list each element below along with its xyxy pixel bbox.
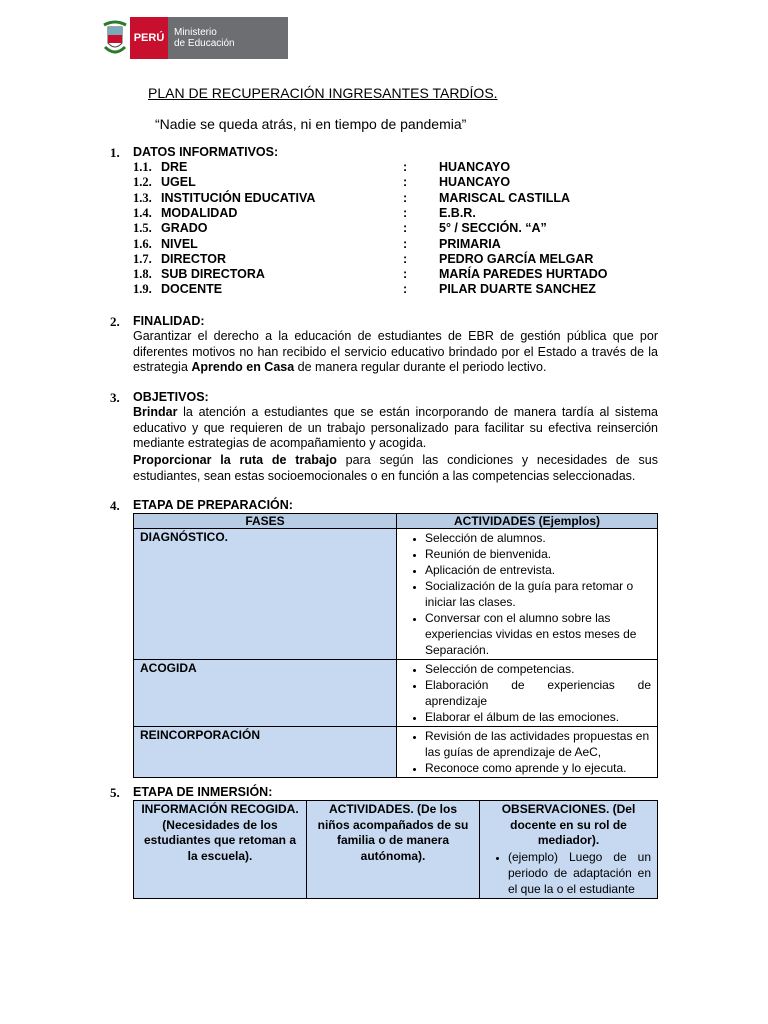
dato-colon: :: [403, 160, 408, 174]
dato-colon: :: [403, 267, 408, 282]
dato-label: SUB DIRECTORA: [161, 267, 265, 282]
objetivo-1-bold: Brindar: [133, 405, 178, 419]
objetivo-2-text: para según las condiciones y necesidades de sus estudiantes, sean estas socioemocionales o en función a las competencias seleccionadas.: [133, 453, 658, 483]
dato-number: 1.1.: [133, 160, 152, 174]
dato-colon: :: [403, 221, 408, 236]
dato-row: [133, 267, 653, 282]
dato-number: 1.5.: [133, 221, 152, 236]
table-row: [134, 529, 658, 660]
ministry-line1: Ministerio: [174, 27, 217, 38]
finalidad-body: Garantizar el derecho a la educación de estudiantes de EBR de gestión pública que por diferentes motivos no han recibido el servicio educativo brindado por el Estado a través de la estrategia: [133, 329, 658, 374]
dato-value: E.B.R.: [439, 205, 476, 220]
dato-colon: :: [403, 205, 408, 220]
dato-label: GRADO: [161, 221, 208, 236]
dato-row: [133, 206, 653, 221]
dato-number: 1.4.: [133, 205, 152, 220]
dato-value: PRIMARIA: [439, 236, 501, 251]
fase-cell: DIAGNÓSTICO.: [134, 529, 397, 660]
dato-value: HUANCAYO: [439, 175, 511, 190]
motto: “Nadie se queda atrás, ni en tiempo de pandemia”: [155, 116, 467, 132]
dato-row: [133, 282, 653, 297]
dato-number: 1.7.: [133, 251, 152, 266]
peru-coat-of-arms-icon: [100, 17, 130, 59]
document-title: PLAN DE RECUPERACIÓN INGRESANTES TARDÍOS.: [148, 85, 498, 101]
fase-cell: ACOGIDA: [134, 660, 397, 727]
header-fases: FASES: [134, 514, 397, 529]
dato-value: 5° / SECCIÓN. “A”: [439, 221, 547, 236]
objetivo-1-text: la atención a estudiantes que se están incorporando de manera tardía al sistema educativo y que requieren de un trabajo personalizado para facilitar su efectiva reinserción mediante estrategias de acompañamiento y acogida.: [133, 405, 658, 450]
dato-colon: :: [403, 236, 408, 251]
dato-row: [133, 160, 653, 175]
dato-number: 1.2.: [133, 175, 152, 190]
objetivo-2: [133, 452, 658, 484]
inmersion-table: [133, 800, 658, 899]
actividades-list: [403, 661, 651, 725]
actividades-cell: [397, 727, 658, 778]
list-item: • Selección de alumnos.: [425, 530, 651, 546]
objetivo-1: [133, 405, 658, 452]
list-item: • Elaborar el álbum de las emociones.: [425, 709, 651, 725]
dato-value: MARISCAL CASTILLA: [439, 190, 571, 205]
finalidad-bold: Aprendo en Casa: [191, 360, 295, 374]
dato-colon: :: [403, 282, 408, 297]
observaciones-title: OBSERVACIONES. (Del docente en su rol de mediador).: [501, 802, 636, 847]
section-2-number: 2.: [110, 314, 120, 329]
dato-row: [133, 252, 653, 267]
section-5-title: ETAPA DE INMERSIÓN:: [133, 785, 273, 799]
header-actividades: ACTIVIDADES (Ejemplos): [397, 514, 658, 529]
inmersion-header-informacion: INFORMACIÓN RECOGIDA. (Necesidades de los estudiantes que retoman a la escuela).: [134, 801, 307, 899]
dato-number: 1.8.: [133, 267, 152, 282]
dato-row: [133, 191, 653, 206]
dato-row: [133, 221, 653, 236]
section-1-number: 1.: [110, 145, 120, 160]
section-2-title: FINALIDAD:: [133, 314, 205, 328]
list-item: • Revisión de las actividades propuestas en las guías de aprendizaje de AeC,: [425, 728, 651, 760]
section-3-title: OBJETIVOS:: [133, 390, 209, 404]
inmersion-header-observaciones: [480, 801, 658, 899]
list-item: • Socialización de la guía para retomar o iniciar las clases.: [425, 578, 651, 610]
dato-colon: :: [403, 190, 408, 205]
observaciones-item: • (ejemplo) Luego de un periodo de adaptación en el que la o el estudiante: [508, 849, 651, 897]
dato-value: PEDRO GARCÍA MELGAR: [439, 251, 594, 266]
ministerio-logo: [100, 17, 288, 59]
dato-number: 1.6.: [133, 236, 152, 251]
dato-row: [133, 175, 653, 190]
observaciones-list: [486, 849, 651, 897]
list-item: • Selección de competencias.: [425, 661, 651, 677]
fase-cell: REINCORPORACIÓN: [134, 727, 397, 778]
table-row: [134, 727, 658, 778]
finalidad-tail: de manera regular durante el periodo lectivo.: [294, 360, 547, 374]
dato-label: UGEL: [161, 175, 196, 190]
actividades-cell: [397, 660, 658, 727]
dato-number: 1.3.: [133, 190, 152, 205]
table-row: [134, 660, 658, 727]
dato-value: PILAR DUARTE SANCHEZ: [439, 282, 596, 297]
dato-number: 1.9.: [133, 282, 152, 297]
section-3-number: 3.: [110, 390, 120, 405]
list-item: • Conversar con el alumno sobre las experiencias vividas en estos meses de Separación.: [425, 610, 651, 658]
dato-label: MODALIDAD: [161, 205, 238, 220]
actividades-list: [403, 530, 651, 658]
section-5-number: 5.: [110, 785, 120, 800]
actividades-list: [403, 728, 651, 776]
section-4-number: 4.: [110, 498, 120, 513]
dato-label: DOCENTE: [161, 282, 223, 297]
peru-label: PERÚ: [130, 17, 168, 59]
objetivo-2-bold: Proporcionar la ruta de trabajo: [133, 453, 337, 467]
dato-colon: :: [403, 175, 408, 190]
dato-value: HUANCAYO: [439, 160, 511, 174]
list-item: • Elaboración de experiencias de aprendizaje: [425, 677, 651, 709]
list-item: • Aplicación de entrevista.: [425, 562, 651, 578]
section-1-title: DATOS INFORMATIVOS:: [133, 145, 279, 159]
finalidad-text: [133, 329, 658, 376]
preparacion-table: [133, 513, 658, 778]
dato-label: NIVEL: [161, 236, 198, 251]
dato-label: INSTITUCIÓN EDUCATIVA: [161, 190, 316, 205]
dato-colon: :: [403, 251, 408, 266]
dato-label: DRE: [161, 160, 188, 174]
ministry-line2: de Educación: [174, 38, 235, 49]
actividades-cell: [397, 529, 658, 660]
section-4-title: ETAPA DE PREPARACIÓN:: [133, 498, 293, 512]
dato-value: MARÍA PAREDES HURTADO: [439, 267, 608, 282]
ministry-label: [168, 17, 288, 59]
dato-label: DIRECTOR: [161, 251, 227, 266]
inmersion-header-actividades: ACTIVIDADES. (De los niños acompañados de su familia o de manera autónoma).: [307, 801, 480, 899]
list-item: • Reunión de bienvenida.: [425, 546, 651, 562]
list-item: • Reconoce como aprende y lo ejecuta.: [425, 760, 651, 776]
dato-row: [133, 237, 653, 252]
